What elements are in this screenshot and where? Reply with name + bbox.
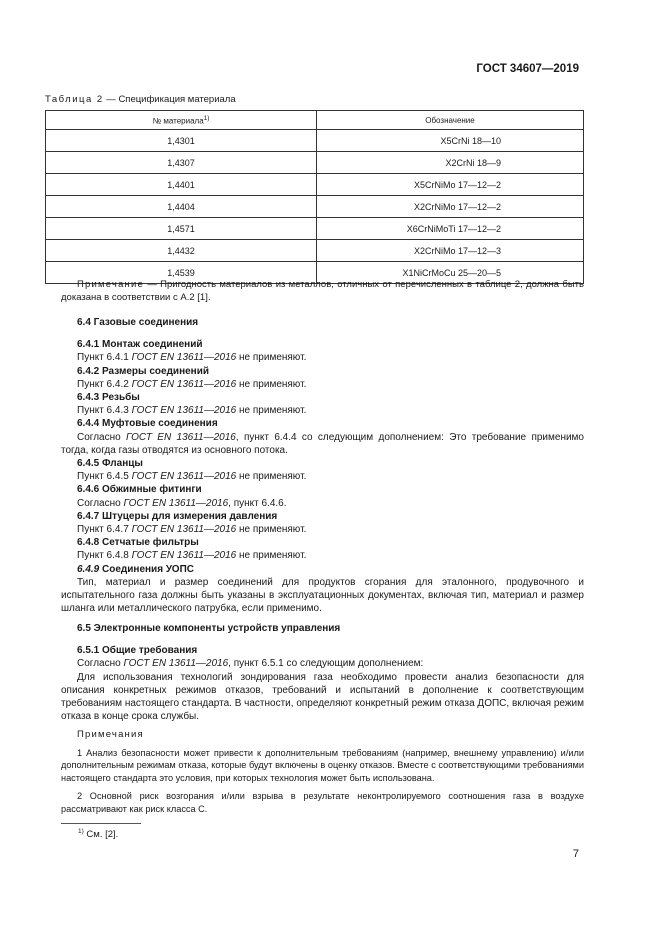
- table-row: [46, 130, 584, 152]
- section-title: 6.5 Электронные компоненты устройств управления: [77, 623, 341, 634]
- subsection-heading: 6.5.1 Общие требования: [77, 645, 198, 657]
- subsection-heading: 6.4.5 Фланцы: [77, 458, 143, 470]
- material-number-cell: 1,4539: [46, 262, 317, 284]
- section-6-4: [61, 316, 584, 615]
- page-number: 7: [572, 848, 579, 860]
- table-row: [46, 240, 584, 262]
- paragraph: Пункт 6.4.3 ГОСТ EN 13611—2016 не применяют.: [77, 405, 307, 417]
- paragraph: Пункт 6.4.1 ГОСТ EN 13611—2016 не применяют.: [77, 352, 307, 364]
- material-number-cell: 1,4301: [46, 130, 317, 152]
- designation-cell: X2CrNiMo 17—12—2: [317, 196, 584, 218]
- note-item: 1 Анализ безопасности может привести к дополнительным требованиям (например, внешнему управлению) и/или дополнительным режимам отказа, которые будут включены в оценку отказов. Вместе с соответствующими требованиями настоящего стандарта это условия, при которых технология может быть использована.: [61, 747, 584, 784]
- subsection-heading: 6.4.8 Сетчатые фильтры: [77, 537, 199, 549]
- designation-cell: X2CrNiMo 17—12—3: [317, 240, 584, 262]
- paragraph: Пункт 6.4.5 ГОСТ EN 13611—2016 не применяют.: [77, 471, 307, 483]
- col-header-material-number: № материала$^{1)}$: [46, 111, 317, 130]
- section-6-5: [61, 622, 584, 816]
- subsection-heading: 6.4.9 Соединения УОПС: [77, 563, 194, 575]
- footnote: $^{1)}$ См. [2].: [78, 828, 119, 841]
- paragraph: Пункт 6.4.2 ГОСТ EN 13611—2016 не применяют.: [77, 378, 307, 390]
- subsection-heading: 6.4.6 Обжимные фитинги: [77, 484, 202, 496]
- section-title: 6.4 Газовые соединения: [77, 317, 199, 328]
- designation-cell: X1NiCrMoCu 25—20—5: [317, 262, 584, 284]
- designation-cell: X5CrNi 18—10: [317, 130, 584, 152]
- table-note: Примечание — Пригодность материалов из металлов, отличных от перечисленных в таблице 2, должна быть доказана в соответствии с А.2 [1].: [61, 279, 584, 304]
- note-item: 2 Основной риск возгорания и/или взрыва в результате неконтролируемого соотношения газа в воздухе рассматривают как риск класса С.: [61, 791, 584, 814]
- paragraph: Тип, материал и размер соединений для продуктов сгорания для эталонного, продувочного и испытательного газа должны быть указаны в эксплуатационных документах, включая тип, материал и размер шланга или металлического патрубка, если применимо.: [61, 576, 584, 615]
- material-number-cell: 1,4307: [46, 152, 317, 174]
- document-code: ГОСТ 34607—2019: [476, 63, 579, 75]
- paragraph: Согласно ГОСТ EN 13611—2016, пункт 6.4.4 со следующим дополнением: Это требование применимо тогда, когда газы отводятся из основного потока.: [61, 431, 584, 456]
- designation-cell: X5CrNiMo 17—12—2: [317, 174, 584, 196]
- footnote-divider: [61, 823, 141, 824]
- table-row: [46, 218, 584, 240]
- table-row: [46, 174, 584, 196]
- table-caption: Таблица 2 — Спецификация материала: [45, 94, 236, 105]
- paragraph: Пункт 6.4.8 ГОСТ EN 13611—2016 не применяют.: [77, 550, 307, 562]
- designation-cell: X6CrNiMoTi 17—12—2: [317, 218, 584, 240]
- subsection-heading: 6.4.7 Штуцеры для измерения давления: [77, 510, 278, 522]
- subsection-heading: 6.4.4 Муфтовые соединения: [77, 418, 218, 430]
- table-header-row: [46, 111, 584, 130]
- material-number-cell: 1,4432: [46, 240, 317, 262]
- designation-cell: X2CrNi 18—9: [317, 152, 584, 174]
- subsection-heading: 6.4.1 Монтаж соединений: [77, 339, 203, 351]
- paragraph: Пункт 6.4.7 ГОСТ EN 13611—2016 не применяют.: [77, 524, 307, 536]
- subsection-heading: 6.4.2 Размеры соединений: [77, 365, 210, 377]
- notes-label: Примечания: [77, 729, 144, 741]
- material-number-cell: 1,4401: [46, 174, 317, 196]
- paragraph: Для использования технологий зондирования газа необходимо провести анализ безопасности для описания конкретных режимов отказов, требований и испытаний в дополнение к соответствующим требованиям настоящего стандарта. В частности, определяют конкретный режим отказа ДОПС, включая режим отказа в конце срока службы.: [61, 671, 584, 723]
- material-spec-table: [45, 110, 584, 284]
- material-number-cell: 1,4571: [46, 218, 317, 240]
- paragraph: Согласно ГОСТ EN 13611—2016, пункт 6.4.6.: [77, 497, 287, 509]
- material-number-cell: 1,4404: [46, 196, 317, 218]
- paragraph: Согласно ГОСТ EN 13611—2016, пункт 6.5.1 со следующим дополнением:: [77, 658, 424, 670]
- table-row: [46, 152, 584, 174]
- table-row: [46, 196, 584, 218]
- col-header-designation: Обозначение: [317, 111, 584, 130]
- subsection-heading: 6.4.3 Резьбы: [77, 392, 140, 404]
